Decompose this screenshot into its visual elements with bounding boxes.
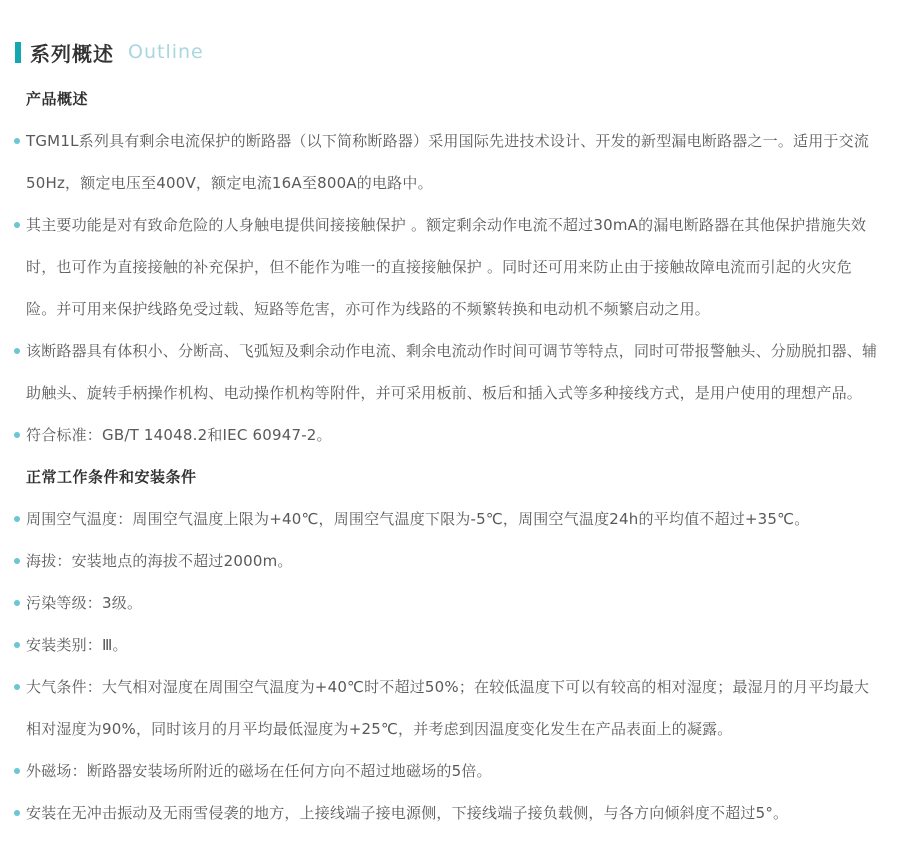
bullet-dot-icon <box>14 600 20 606</box>
list-item-text: 该断路器具有体积小、分断高、飞弧短及剩余动作电流、剩余电流动作时间可调节等特点，同时可带报警触头、分励脱扣器、辅助触头、旋转手柄操作机构、电动操作机构等附件，并可采用板前、板后和插入式等多种接线方式，是用户使用的理想产品。 <box>26 342 878 402</box>
section-heading-working-conditions: 正常工作条件和安装条件 <box>26 468 197 486</box>
list-item <box>14 582 878 624</box>
list-item-text: 周围空气温度：周围空气温度上限为+40℃，周围空气温度下限为-5℃，周围空气温度24h的平均值不超过+35℃。 <box>26 510 810 528</box>
bullet-dot-icon <box>14 138 20 144</box>
working-conditions-list <box>14 498 878 834</box>
list-item-text: 海拔：安装地点的海拔不超过2000m。 <box>26 552 293 570</box>
list-item <box>14 120 878 204</box>
list-item <box>14 330 878 414</box>
bullet-dot-icon <box>14 348 20 354</box>
list-item <box>14 540 878 582</box>
page-title-cn: 系列概述 <box>30 41 114 66</box>
list-item <box>14 414 878 456</box>
list-item-text: TGM1L系列具有剩余电流保护的断路器（以下简称断路器）采用国际先进技术设计、开发的新型漏电断路器之一。适用于交流50Hz，额定电压至400V，额定电流16A至800A的电路中。 <box>26 132 870 192</box>
list-item-text: 安装在无冲击振动及无雨雪侵袭的地方，上接线端子接电源侧，下接线端子接负载侧，与各方向倾斜度不超过5°。 <box>26 804 789 822</box>
list-item-text: 污染等级：3级。 <box>26 594 143 612</box>
list-item <box>14 204 878 330</box>
title-accent-bar-icon <box>15 42 21 63</box>
list-item <box>14 666 878 750</box>
list-item <box>14 792 878 834</box>
product-overview-list <box>14 120 878 456</box>
document-content <box>14 78 878 834</box>
list-item <box>14 624 878 666</box>
bullet-dot-icon <box>14 222 20 228</box>
bullet-dot-icon <box>14 432 20 438</box>
list-item-text: 大气条件：大气相对湿度在周围空气温度为+40℃时不超过50%；在较低温度下可以有较高的相对湿度；最湿月的月平均最大相对湿度为90%，同时该月的月平均最低湿度为+25℃，并考虑到因温度变化发生在产品表面上的凝露。 <box>26 678 870 738</box>
list-item-text: 符合标准：GB/T 14048.2和IEC 60947-2。 <box>26 426 332 444</box>
section-heading-product-overview: 产品概述 <box>26 90 89 108</box>
bullet-dot-icon <box>14 684 20 690</box>
bullet-dot-icon <box>14 642 20 648</box>
page-title-en: Outline <box>128 41 204 63</box>
bullet-dot-icon <box>14 768 20 774</box>
list-item <box>14 750 878 792</box>
list-item <box>14 498 878 540</box>
list-item-text: 安装类别：Ⅲ。 <box>26 636 128 654</box>
bullet-dot-icon <box>14 810 20 816</box>
list-item-text: 外磁场：断路器安装场所附近的磁场在任何方向不超过地磁场的5倍。 <box>26 762 492 780</box>
bullet-dot-icon <box>14 558 20 564</box>
page-title <box>15 40 878 64</box>
bullet-dot-icon <box>14 516 20 522</box>
list-item-text: 其主要功能是对有致命危险的人身触电提供间接接触保护 。额定剩余动作电流不超过30mA的漏电断路器在其他保护措施失效时，也可作为直接接触的补充保护，但不能作为唯一的直接接触保护 。同时还可用来防止由于接触故障电流而引起的火灾危险。并可用来保护线路免受过载、短路等危害，亦可作为线路的不频繁转换和电动机不频繁启动之用。 <box>26 216 867 318</box>
